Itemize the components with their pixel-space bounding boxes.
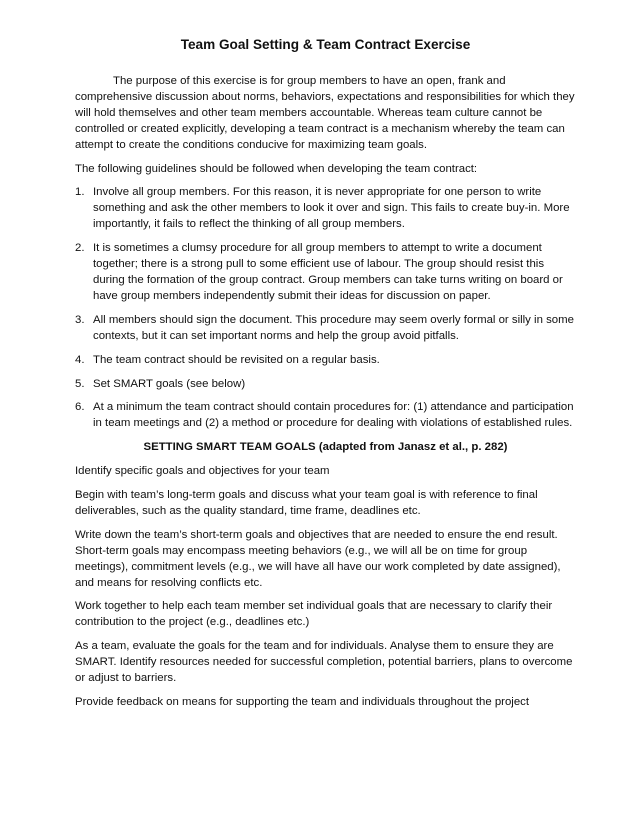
smart-paragraph: Write down the team’s short-term goals and objectives that are needed to ensure the end result. Short-term goals may encompass meeting behaviors (e.g., we will all be on time for group meetings), commitment levels (e.g., we will have all have our work completed by date assigned), and means for resolving conflicts etc. <box>75 528 561 589</box>
list-text: At a minimum the team contract should contain procedures for: (1) attendance and participation in team meetings and (2) a method or procedure for dealing with violations of established rules. <box>93 401 574 430</box>
list-text: Set SMART goals (see below) <box>93 377 246 390</box>
list-item <box>75 353 576 369</box>
list-number: 4. <box>75 353 85 366</box>
smart-paragraph: Begin with team’s long-term goals and discuss what your team goal is with reference to final deliverables, such as the quality standard, time frame, deadlines etc. <box>75 489 538 517</box>
list-item <box>75 185 576 233</box>
list-text: It is sometimes a clumsy procedure for all group members to attempt to write a document together; there is a strong pull to some efficient use of labour. The group should resist this during the formation of the group contract. Group members can take turns writing on board or have group members independently submit their ideas for discussion on paper. <box>93 242 563 302</box>
guidelines-list <box>75 185 576 432</box>
smart-paragraph: Identify specific goals and objectives for your team <box>75 465 330 478</box>
smart-paragraph: Provide feedback on means for supporting the team and individuals throughout the project <box>75 696 530 708</box>
list-number: 3. <box>75 313 85 326</box>
intro-paragraph: The purpose of this exercise is for group members to have an open, frank and comprehensive discussion about norms, behaviors, expectations and responsibilities for which they will hold themselves and other team members accountable. Whereas team culture cannot be controlled or created explicitly, developing a team contract is a mechanism whereby the team can attempt to create the conditions conducive for maximizing team goals. <box>75 75 575 151</box>
list-item <box>75 313 576 345</box>
list-item <box>75 400 576 432</box>
smart-paragraph: As a team, evaluate the goals for the team and for individuals. Analyse them to ensure they are SMART. Identify resources needed for successful completion, potential barriers, plans to overcome or adjust to barriers. <box>75 640 573 685</box>
list-text: Involve all group members. For this reason, it is never appropriate for one person to write something and ask the other members to look it over and sign. This fails to create buy-in. More importantly, it fails to reflect the thinking of all group members. <box>93 186 570 231</box>
smart-paragraph: Work together to help each team member set individual goals that are necessary to clarify their contribution to the project (e.g., deadlines etc.) <box>75 600 553 629</box>
list-item <box>75 377 576 393</box>
document-title: Team Goal Setting & Team Contract Exercise <box>180 37 471 52</box>
list-number: 1. <box>75 186 85 199</box>
list-text: All members should sign the document. This procedure may seem overly formal or silly in some contexts, but it can set important norms and help the group avoid pitfalls. <box>93 313 574 342</box>
list-number: 2. <box>75 242 85 255</box>
list-text: The team contract should be revisited on a regular basis. <box>93 353 380 366</box>
guidelines-lead: The following guidelines should be followed when developing the team contract: <box>75 162 478 175</box>
list-item <box>75 241 576 305</box>
list-number: 6. <box>75 401 85 414</box>
list-number: 5. <box>75 377 85 390</box>
smart-heading: SETTING SMART TEAM GOALS (adapted from Janasz et al., p. 282) <box>143 441 508 454</box>
